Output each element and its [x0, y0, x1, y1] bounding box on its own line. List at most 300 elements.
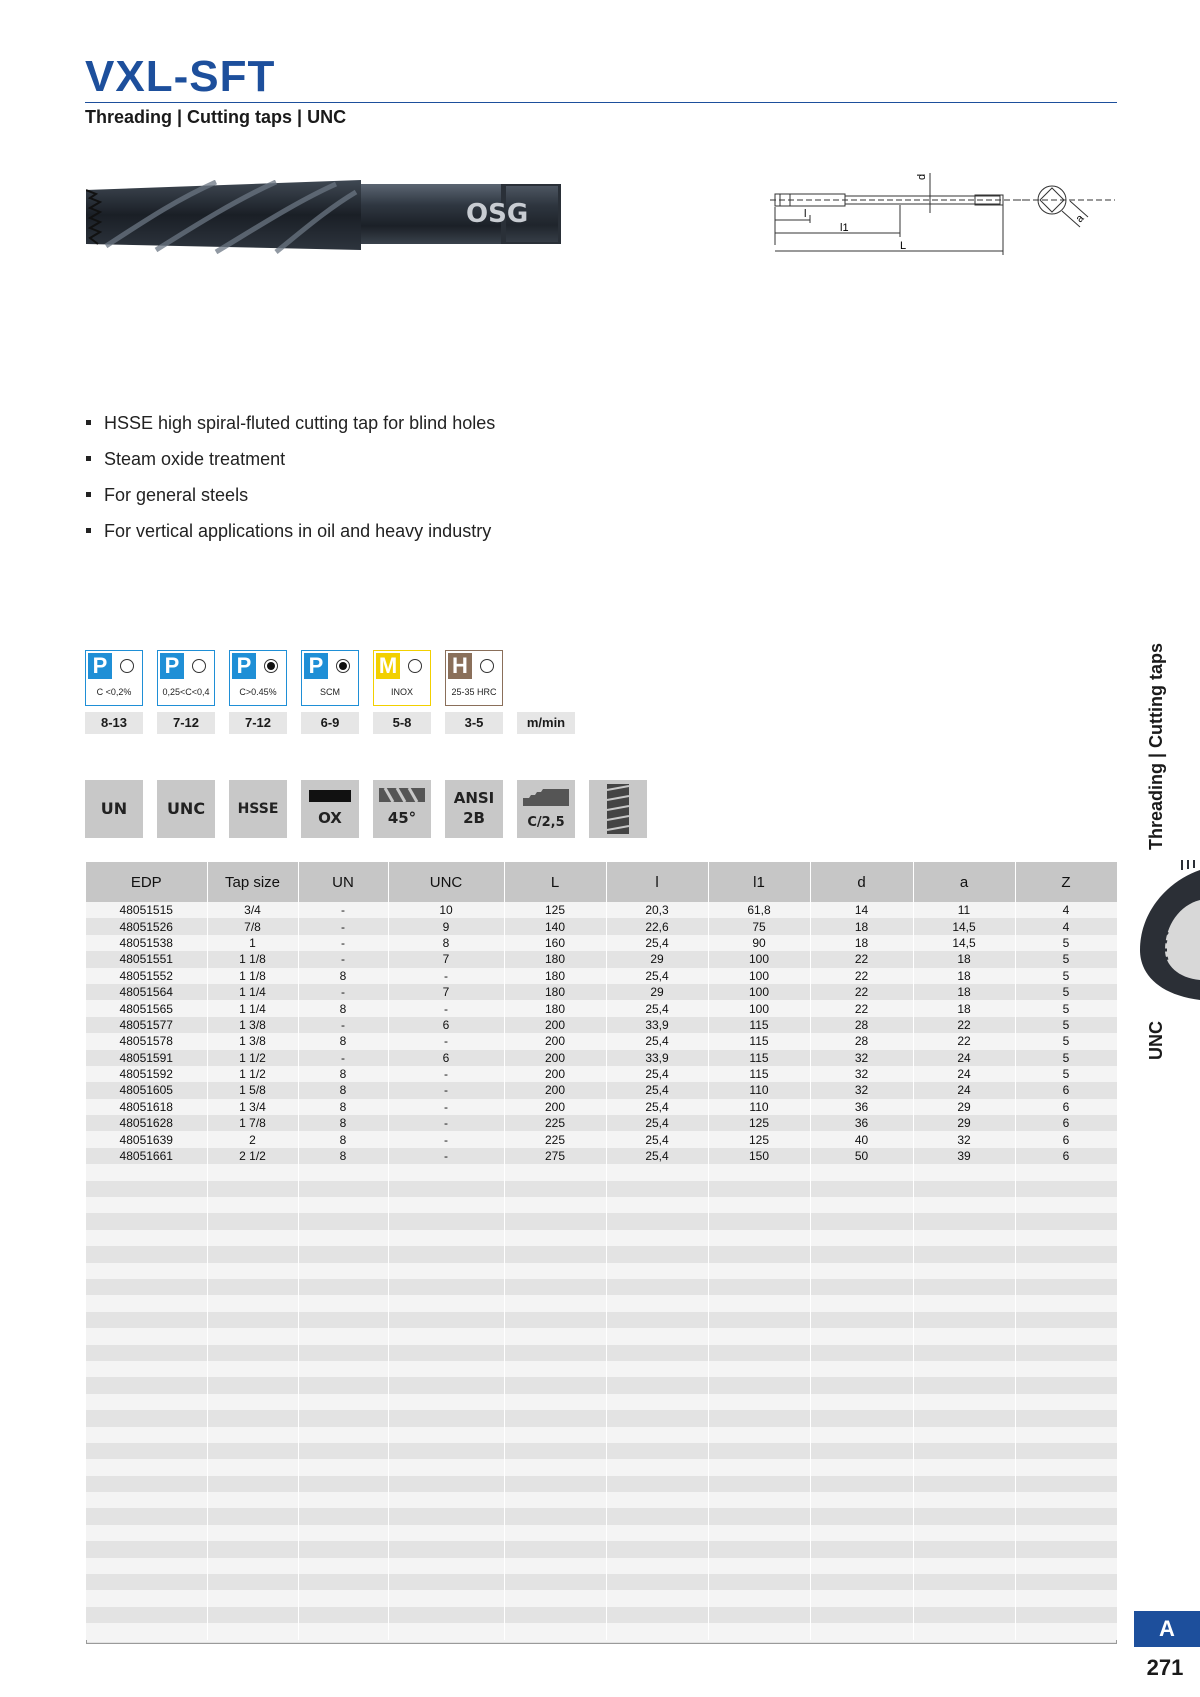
table-cell: 90: [708, 935, 810, 951]
table-cell: [606, 1213, 708, 1229]
table-cell: [504, 1312, 606, 1328]
table-cell: [504, 1427, 606, 1443]
table-cell: [298, 1476, 388, 1492]
table-cell: -: [298, 1017, 388, 1033]
table-row-empty: [86, 1590, 1117, 1606]
table-cell: -: [298, 902, 388, 918]
table-cell: 32: [810, 1050, 913, 1066]
table-cell: [207, 1541, 298, 1557]
table-cell: 22: [913, 1033, 1015, 1049]
table-cell: 8: [298, 1000, 388, 1016]
table-cell: [86, 1361, 207, 1377]
table-cell: [388, 1476, 504, 1492]
table-cell: [708, 1590, 810, 1606]
table-cell: 48051551: [86, 951, 207, 967]
section-tab: A: [1134, 1611, 1200, 1647]
table-cell: [207, 1427, 298, 1443]
table-cell: 100: [708, 1000, 810, 1016]
table-cell: [86, 1410, 207, 1426]
table-cell: [810, 1427, 913, 1443]
table-cell: [606, 1263, 708, 1279]
table-cell: [298, 1574, 388, 1590]
spec-hsse: HSSE: [229, 780, 287, 838]
table-cell: [207, 1558, 298, 1574]
table-cell: [1015, 1181, 1117, 1197]
table-cell: -: [298, 1050, 388, 1066]
table-row-empty: [86, 1377, 1117, 1393]
table-cell: [1015, 1263, 1117, 1279]
table-row: [86, 1148, 1117, 1164]
suitability-empty-icon: [192, 659, 206, 673]
table-cell: [606, 1410, 708, 1426]
table-cell: [86, 1574, 207, 1590]
table-row: [86, 1017, 1117, 1033]
table-cell: -: [388, 1033, 504, 1049]
table-cell: [86, 1541, 207, 1557]
table-cell: [606, 1508, 708, 1524]
table-row-empty: [86, 1181, 1117, 1197]
table-cell: [504, 1328, 606, 1344]
table-cell: 11: [913, 902, 1015, 918]
table-cell: [388, 1279, 504, 1295]
table-cell: 100: [708, 984, 810, 1000]
table-cell: [913, 1361, 1015, 1377]
table-cell: [810, 1295, 913, 1311]
table-cell: [810, 1623, 913, 1639]
table-cell: [708, 1230, 810, 1246]
table-cell: 200: [504, 1033, 606, 1049]
table-cell: -: [388, 1066, 504, 1082]
table-cell: [708, 1410, 810, 1426]
table-cell: [913, 1623, 1015, 1639]
table-cell: [86, 1394, 207, 1410]
table-cell: [298, 1492, 388, 1508]
table-cell: 1 5/8: [207, 1082, 298, 1098]
table-cell: 180: [504, 951, 606, 967]
table-cell: [708, 1623, 810, 1639]
table-cell: 8: [298, 1131, 388, 1147]
table-cell: 33,9: [606, 1017, 708, 1033]
table-cell: [810, 1312, 913, 1328]
chamfer-icon: [523, 786, 569, 806]
table-cell: [388, 1590, 504, 1606]
table-cell: [388, 1197, 504, 1213]
table-cell: [606, 1541, 708, 1557]
table-cell: 5: [1015, 1033, 1117, 1049]
table-cell: 25,4: [606, 1115, 708, 1131]
table-cell: 24: [913, 1050, 1015, 1066]
col-header: L: [504, 862, 606, 902]
table-cell: 48051565: [86, 1000, 207, 1016]
table-cell: [504, 1377, 606, 1393]
table-cell: 28: [810, 1017, 913, 1033]
table-cell: [606, 1476, 708, 1492]
table-cell: [708, 1181, 810, 1197]
table-cell: [1015, 1279, 1117, 1295]
table-cell: [504, 1590, 606, 1606]
table-cell: [298, 1263, 388, 1279]
table-cell: [606, 1181, 708, 1197]
table-row-empty: [86, 1443, 1117, 1459]
table-cell: [388, 1295, 504, 1311]
table-cell: [606, 1345, 708, 1361]
label-L: L: [900, 240, 907, 252]
title-divider: [85, 102, 1117, 103]
table-cell: [708, 1197, 810, 1213]
table-row: [86, 1131, 1117, 1147]
table-cell: [298, 1361, 388, 1377]
table-cell: [207, 1295, 298, 1311]
table-cell: 2 1/2: [207, 1148, 298, 1164]
table-cell: [86, 1328, 207, 1344]
table-cell: [810, 1508, 913, 1524]
table-cell: 4: [1015, 902, 1117, 918]
table-cell: [207, 1492, 298, 1508]
table-cell: [913, 1279, 1015, 1295]
table-cell: [86, 1476, 207, 1492]
table-cell: [504, 1541, 606, 1557]
table-cell: 32: [913, 1131, 1015, 1147]
table-cell: [913, 1508, 1015, 1524]
table-cell: [504, 1279, 606, 1295]
table-cell: [504, 1574, 606, 1590]
material-m-inox: M INOX: [373, 650, 431, 706]
table-cell: 200: [504, 1050, 606, 1066]
table-cell: [1015, 1295, 1117, 1311]
table-row: [86, 1115, 1117, 1131]
spec-unc: UNC: [157, 780, 215, 838]
table-row-empty: [86, 1295, 1117, 1311]
table-cell: [708, 1279, 810, 1295]
table-cell: [1015, 1361, 1117, 1377]
table-cell: [388, 1345, 504, 1361]
table-cell: [86, 1295, 207, 1311]
table-cell: [207, 1213, 298, 1229]
table-cell: [1015, 1312, 1117, 1328]
cutting-speed: 7-12: [229, 712, 287, 734]
table-cell: [810, 1394, 913, 1410]
table-cell: [388, 1492, 504, 1508]
table-cell: [810, 1607, 913, 1623]
table-cell: [1015, 1427, 1117, 1443]
table-cell: 180: [504, 1000, 606, 1016]
table-cell: [606, 1164, 708, 1180]
table-cell: 5: [1015, 968, 1117, 984]
table-cell: [388, 1623, 504, 1639]
table-cell: [388, 1377, 504, 1393]
table-cell: [388, 1394, 504, 1410]
suitability-empty-icon: [408, 659, 422, 673]
table-cell: [810, 1164, 913, 1180]
table-cell: [298, 1295, 388, 1311]
table-cell: 5: [1015, 935, 1117, 951]
table-cell: 200: [504, 1066, 606, 1082]
table-row: [86, 1082, 1117, 1098]
table-cell: [504, 1246, 606, 1262]
table-cell: -: [298, 935, 388, 951]
table-cell: [1015, 1590, 1117, 1606]
product-subtitle: Threading | Cutting taps | UNC: [85, 107, 347, 127]
table-cell: -: [388, 1148, 504, 1164]
table-row: [86, 1000, 1117, 1016]
table-cell: 4: [1015, 918, 1117, 934]
table-cell: 18: [913, 951, 1015, 967]
table-cell: [1015, 1459, 1117, 1475]
side-section-title: Threading | Cutting taps: [1146, 642, 1166, 850]
table-cell: [810, 1590, 913, 1606]
col-header: a: [913, 862, 1015, 902]
table-cell: [606, 1328, 708, 1344]
table-cell: 48051515: [86, 902, 207, 918]
table-cell: [913, 1213, 1015, 1229]
table-cell: [1015, 1443, 1117, 1459]
table-cell: [708, 1476, 810, 1492]
table-cell: [913, 1164, 1015, 1180]
table-cell: [298, 1459, 388, 1475]
table-cell: 180: [504, 984, 606, 1000]
table-cell: [606, 1427, 708, 1443]
table-cell: 1 1/2: [207, 1050, 298, 1066]
table-cell: 2: [207, 1131, 298, 1147]
suitability-empty-icon: [480, 659, 494, 673]
table-cell: [207, 1508, 298, 1524]
table-cell: 18: [913, 968, 1015, 984]
table-cell: [913, 1328, 1015, 1344]
table-cell: [1015, 1607, 1117, 1623]
table-cell: 5: [1015, 984, 1117, 1000]
table-cell: [504, 1164, 606, 1180]
table-cell: 1 1/4: [207, 1000, 298, 1016]
table-cell: 8: [298, 1082, 388, 1098]
coating-bar-icon: [309, 790, 351, 802]
table-cell: 18: [913, 1000, 1015, 1016]
col-header: UNC: [388, 862, 504, 902]
material-p-high-carbon: P C>0.45%: [229, 650, 287, 706]
table-cell: [504, 1410, 606, 1426]
table-cell: 25,4: [606, 1066, 708, 1082]
table-cell: [913, 1427, 1015, 1443]
table-cell: [207, 1574, 298, 1590]
table-cell: [708, 1164, 810, 1180]
table-cell: [913, 1246, 1015, 1262]
table-cell: [606, 1525, 708, 1541]
table-cell: [913, 1541, 1015, 1557]
table-cell: 36: [810, 1099, 913, 1115]
table-row-empty: [86, 1525, 1117, 1541]
table-cell: [86, 1377, 207, 1393]
table-cell: [504, 1525, 606, 1541]
table-cell: [1015, 1574, 1117, 1590]
table-cell: [86, 1312, 207, 1328]
table-cell: 48051552: [86, 968, 207, 984]
table-cell: [913, 1443, 1015, 1459]
table-cell: [504, 1476, 606, 1492]
spec-chamfer: C/2,5: [517, 780, 575, 838]
table-cell: [298, 1558, 388, 1574]
table-cell: 25,4: [606, 1099, 708, 1115]
table-cell: [708, 1541, 810, 1557]
table-cell: [913, 1197, 1015, 1213]
page-number: 271: [1146, 1655, 1184, 1680]
table-cell: [606, 1377, 708, 1393]
suitability-empty-icon: [120, 659, 134, 673]
table-cell: 48051526: [86, 918, 207, 934]
table-row-empty: [86, 1427, 1117, 1443]
table-cell: [207, 1590, 298, 1606]
cutting-speed: 3-5: [445, 712, 503, 734]
table-row: [86, 984, 1117, 1000]
speed-unit: m/min: [517, 712, 575, 734]
table-cell: [1015, 1197, 1117, 1213]
table-cell: -: [388, 1099, 504, 1115]
table-cell: 6: [388, 1050, 504, 1066]
table-cell: [207, 1164, 298, 1180]
table-cell: [708, 1394, 810, 1410]
table-cell: 200: [504, 1082, 606, 1098]
table-cell: 6: [1015, 1131, 1117, 1147]
table-cell: 200: [504, 1099, 606, 1115]
table-cell: [606, 1295, 708, 1311]
product-table: [86, 862, 1117, 1644]
table-cell: 1 1/8: [207, 951, 298, 967]
table-cell: [504, 1263, 606, 1279]
table-cell: [388, 1312, 504, 1328]
table-cell: 25,4: [606, 935, 708, 951]
table-cell: [298, 1410, 388, 1426]
table-row: [86, 1099, 1117, 1115]
table-cell: [810, 1574, 913, 1590]
table-cell: [207, 1230, 298, 1246]
table-cell: 18: [913, 984, 1015, 1000]
table-cell: [708, 1525, 810, 1541]
table-cell: 275: [504, 1148, 606, 1164]
table-cell: [708, 1345, 810, 1361]
table-cell: [606, 1558, 708, 1574]
table-cell: 50: [810, 1148, 913, 1164]
table-cell: [207, 1394, 298, 1410]
table-cell: 1 7/8: [207, 1115, 298, 1131]
table-cell: 20,3: [606, 902, 708, 918]
table-cell: [810, 1213, 913, 1229]
table-cell: [504, 1558, 606, 1574]
table-cell: 1: [207, 935, 298, 951]
table-cell: [388, 1607, 504, 1623]
table-cell: [1015, 1213, 1117, 1229]
table-cell: [1015, 1492, 1117, 1508]
suitability-filled-icon: [264, 659, 278, 673]
table-cell: [504, 1361, 606, 1377]
table-cell: [86, 1345, 207, 1361]
table-cell: [606, 1361, 708, 1377]
table-cell: [298, 1541, 388, 1557]
feature-item: Steam oxide treatment: [86, 448, 495, 484]
table-cell: [810, 1197, 913, 1213]
table-row-empty: [86, 1279, 1117, 1295]
table-row-empty: [86, 1361, 1117, 1377]
table-cell: [504, 1607, 606, 1623]
table-cell: 32: [810, 1066, 913, 1082]
table-cell: [298, 1213, 388, 1229]
table-row-empty: [86, 1459, 1117, 1475]
table-cell: [298, 1427, 388, 1443]
table-cell: 115: [708, 1050, 810, 1066]
table-cell: [810, 1279, 913, 1295]
table-cell: [86, 1443, 207, 1459]
table-cell: [913, 1312, 1015, 1328]
table-cell: [810, 1558, 913, 1574]
table-cell: [207, 1345, 298, 1361]
table-cell: [207, 1623, 298, 1639]
table-cell: [708, 1427, 810, 1443]
table-header-row: [86, 862, 1117, 902]
material-h-hardened: H 25-35 HRC: [445, 650, 503, 706]
table-cell: 48051661: [86, 1148, 207, 1164]
table-cell: [298, 1394, 388, 1410]
table-cell: [708, 1295, 810, 1311]
table-cell: 25,4: [606, 1033, 708, 1049]
table-row-empty: [86, 1230, 1117, 1246]
table-cell: 160: [504, 935, 606, 951]
table-cell: [86, 1508, 207, 1524]
table-cell: [708, 1377, 810, 1393]
table-row: [86, 935, 1117, 951]
table-cell: [913, 1263, 1015, 1279]
col-header: l: [606, 862, 708, 902]
side-section-subtitle: UNC: [1146, 1021, 1166, 1060]
table-cell: [810, 1443, 913, 1459]
cutting-speed: 7-12: [157, 712, 215, 734]
table-cell: [1015, 1164, 1117, 1180]
table-row: [86, 902, 1117, 918]
table-cell: [207, 1246, 298, 1262]
table-cell: [207, 1312, 298, 1328]
table-cell: [388, 1558, 504, 1574]
table-cell: [86, 1230, 207, 1246]
col-header: Tap size: [207, 862, 298, 902]
table-cell: [1015, 1525, 1117, 1541]
cutting-tool-graphic-icon: [1130, 860, 1200, 1010]
table-cell: 6: [388, 1017, 504, 1033]
table-cell: [388, 1574, 504, 1590]
table-cell: [298, 1508, 388, 1524]
table-cell: [86, 1164, 207, 1180]
table-cell: 5: [1015, 1000, 1117, 1016]
table-row-empty: [86, 1574, 1117, 1590]
table-cell: 110: [708, 1099, 810, 1115]
table-row-empty: [86, 1492, 1117, 1508]
table-cell: [86, 1263, 207, 1279]
table-cell: 5: [1015, 1017, 1117, 1033]
table-cell: [388, 1410, 504, 1426]
table-cell: [1015, 1558, 1117, 1574]
table-cell: 100: [708, 951, 810, 967]
table-cell: [207, 1181, 298, 1197]
table-cell: [913, 1476, 1015, 1492]
table-cell: [86, 1558, 207, 1574]
col-header: l1: [708, 862, 810, 902]
table-row: [86, 951, 1117, 967]
table-cell: 24: [913, 1082, 1015, 1098]
table-cell: 25,4: [606, 1000, 708, 1016]
table-cell: 48051592: [86, 1066, 207, 1082]
table-cell: [207, 1410, 298, 1426]
table-cell: [504, 1508, 606, 1524]
table-cell: [207, 1328, 298, 1344]
table-cell: [86, 1427, 207, 1443]
table-cell: 5: [1015, 951, 1117, 967]
cutting-speed: 8-13: [85, 712, 143, 734]
table-cell: [913, 1607, 1015, 1623]
